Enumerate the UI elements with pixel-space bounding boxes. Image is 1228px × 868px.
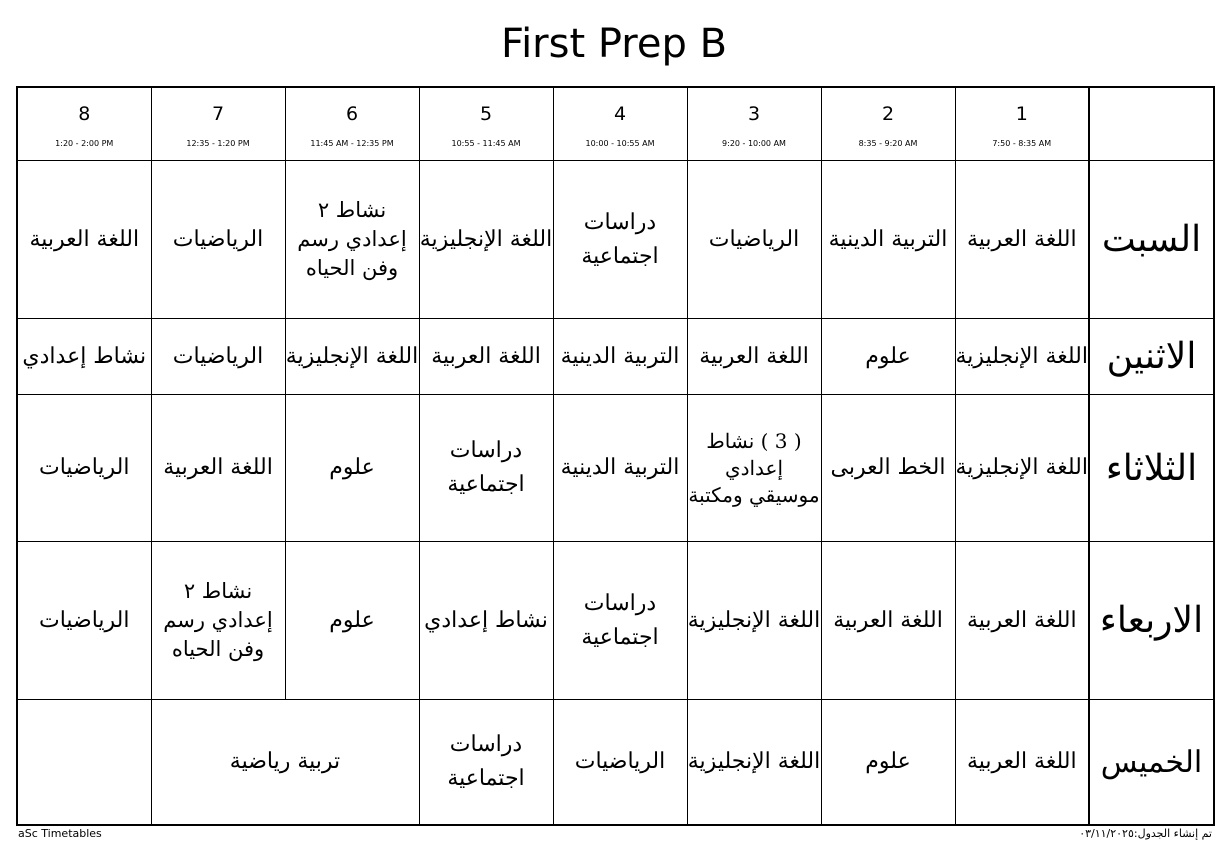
period-time: 10:00 - 10:55 AM: [585, 139, 655, 148]
day-row-tuesday: [17, 394, 1214, 541]
day-label: الاثنين: [1089, 319, 1214, 395]
lesson-cell: علوم: [821, 319, 955, 395]
lesson-cell-double: تربية رياضية: [151, 700, 419, 825]
period-number: 5: [479, 103, 493, 125]
lesson-cell: نشاط ٢ إعدادي رسم وفن الحياه: [285, 161, 419, 319]
timetable: [16, 86, 1215, 826]
footer-created-date: تم إنشاء الجدول:٠٣/١١/٢٠٢٥: [1079, 827, 1212, 840]
lesson-cell: الرياضيات: [553, 700, 687, 825]
period-time: 7:50 - 8:35 AM: [992, 139, 1052, 148]
lesson-cell: اللغة العربية: [687, 319, 821, 395]
period-header: [821, 87, 955, 161]
lesson-cell: الرياضيات: [17, 394, 151, 541]
lesson-cell: نشاط إعدادي: [17, 319, 151, 395]
lesson-cell: دراسات اجتماعية: [419, 700, 553, 825]
period-time: 11:45 AM - 12:35 PM: [310, 139, 394, 148]
lesson-cell: علوم: [285, 542, 419, 700]
lesson-cell: دراسات اجتماعية: [419, 394, 553, 541]
day-row-saturday: [17, 161, 1214, 319]
period-number: 1: [1015, 103, 1028, 125]
lesson-cell: علوم: [821, 700, 955, 825]
lesson-cell: الرياضيات: [151, 161, 285, 319]
lesson-cell: اللغة العربية: [955, 542, 1089, 700]
period-time: 10:55 - 11:45 AM: [451, 139, 521, 148]
lesson-cell: اللغة العربية: [151, 394, 285, 541]
lesson-cell: اللغة الإنجليزية: [419, 161, 553, 319]
period-header: [553, 87, 687, 161]
period-number: 7: [211, 103, 225, 125]
day-label: الخميس: [1089, 700, 1214, 825]
lesson-cell: اللغة الإنجليزية: [687, 700, 821, 825]
lesson-cell: اللغة العربية: [955, 700, 1089, 825]
lesson-cell: الرياضيات: [687, 161, 821, 319]
period-time: 12:35 - 1:20 PM: [186, 139, 250, 148]
lesson-cell: نشاط إعدادي: [419, 542, 553, 700]
period-time: 8:35 - 9:20 AM: [858, 139, 918, 148]
lesson-cell: اللغة الإنجليزية: [955, 319, 1089, 395]
lesson-cell: التربية الدينية: [821, 161, 955, 319]
day-row-wednesday: [17, 542, 1214, 700]
day-row-thursday: [17, 700, 1214, 825]
lesson-cell: الخط العربى: [821, 394, 955, 541]
day-label: الاربعاء: [1089, 542, 1214, 700]
period-time: 1:20 - 2:00 PM: [55, 139, 114, 148]
period-number: 6: [345, 103, 359, 125]
period-header: [285, 87, 419, 161]
lesson-cell: ( 3 ) نشاط إعدادي موسيقي ومكتبة: [687, 394, 821, 541]
corner-cell: [1089, 87, 1214, 161]
page-title: First Prep B: [500, 21, 728, 67]
period-header: [955, 87, 1089, 161]
day-label: الثلاثاء: [1089, 394, 1214, 541]
period-number: 8: [78, 103, 91, 125]
lesson-cell: دراسات اجتماعية: [553, 542, 687, 700]
lesson-cell: التربية الدينية: [553, 319, 687, 395]
lesson-cell: دراسات اجتماعية: [553, 161, 687, 319]
lesson-cell: اللغة العربية: [419, 319, 553, 395]
footer-generator: aSc Timetables: [18, 827, 102, 840]
period-header: [151, 87, 285, 161]
period-number: 2: [881, 103, 895, 125]
lesson-cell: التربية الدينية: [553, 394, 687, 541]
period-number: 3: [747, 103, 761, 125]
lesson-cell: اللغة العربية: [821, 542, 955, 700]
lesson-cell: علوم: [285, 394, 419, 541]
lesson-cell: اللغة العربية: [17, 161, 151, 319]
lesson-cell: نشاط ٢ إعدادي رسم وفن الحياه: [151, 542, 285, 700]
period-number: 4: [613, 103, 627, 125]
day-row-monday: [17, 319, 1214, 395]
lesson-cell-empty: [17, 700, 151, 825]
period-header: [419, 87, 553, 161]
period-header-row: [17, 87, 1214, 161]
lesson-cell: اللغة الإنجليزية: [285, 319, 419, 395]
lesson-cell: اللغة العربية: [955, 161, 1089, 319]
lesson-cell: اللغة الإنجليزية: [955, 394, 1089, 541]
period-time: 9:20 - 10:00 AM: [722, 139, 786, 148]
period-header: [687, 87, 821, 161]
period-header: [17, 87, 151, 161]
lesson-cell: الرياضيات: [17, 542, 151, 700]
lesson-cell: الرياضيات: [151, 319, 285, 395]
lesson-cell: اللغة الإنجليزية: [687, 542, 821, 700]
day-label: السبت: [1089, 161, 1214, 319]
